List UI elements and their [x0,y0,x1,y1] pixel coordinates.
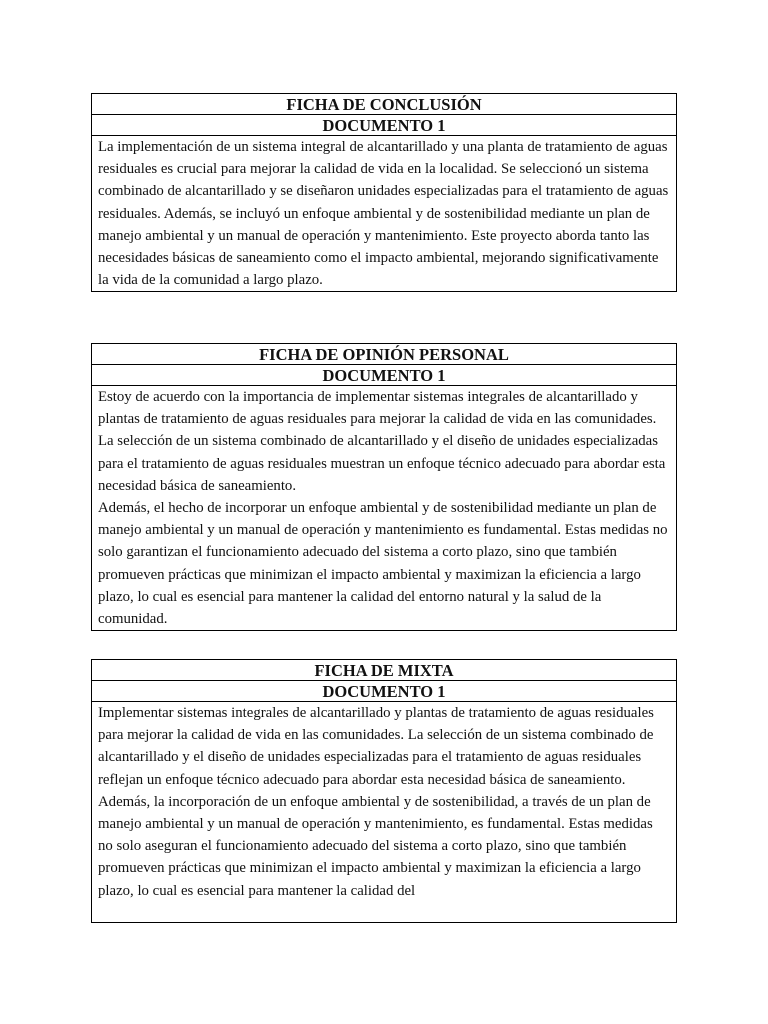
ficha-conclusion-body [92,136,676,291]
ficha-mixta [91,659,677,923]
ficha-mixta-document-label: DOCUMENTO 1 [92,681,676,702]
ficha-opinion-paragraph: Además, el hecho de incorporar un enfoque ambiental y de sostenibilidad mediante un plan de manejo ambiental y un manual de operación y mantenimiento es fundamental. Estas medidas no solo garantizan el funcionamiento adecuado del sistema a corto plazo, sino que también promueven prácticas que minimizan el impacto ambiental y maximizan la eficiencia a largo plazo, lo cual es esencial para mantener la calidad del entorno natural y la salud de la comunidad. [98,500,668,628]
ficha-opinion-title: FICHA DE OPINIÓN PERSONAL [92,344,676,365]
ficha-mixta-paragraph: Además, la incorporación de un enfoque ambiental y de sostenibilidad, a través de un plan de manejo ambiental y un manual de operación y mantenimiento, es fundamental. Estas medidas no solo aseguran el funcionamiento adecuado del sistema a corto plazo, sino que también promueven prácticas que minimizan el impacto ambiental y maximizan la eficiencia a largo plazo, lo cual es esencial para mantener la calidad del [98,793,653,899]
ficha-opinion-document-label: DOCUMENTO 1 [92,365,676,386]
ficha-conclusion [91,93,677,292]
ficha-opinion-personal [91,343,677,631]
ficha-mixta-body [92,702,676,902]
ficha-mixta-paragraph: Implementar sistemas integrales de alcantarillado y plantas de tratamiento de aguas residuales para mejorar la calidad de vida en las comunidades. La selección de un sistema combinado de alcantarillado y el diseño de unidades especializadas para el tratamiento de aguas residuales reflejan un enfoque técnico adecuado para abordar esta necesidad básica de saneamiento. [98,705,654,788]
ficha-opinion-body [92,386,676,630]
ficha-conclusion-paragraph: La implementación de un sistema integral de alcantarillado y una planta de tratamiento de aguas residuales es crucial para mejorar la calidad de vida en la localidad. Se seleccionó un sistema combinado de alcantarillado y se diseñaron unidades especializadas para el tratamiento de aguas residuales. Además, se incluyó un enfoque ambiental y de sostenibilidad mediante un plan de manejo ambiental y un manual de operación y mantenimiento. Este proyecto aborda tanto las necesidades básicas de saneamiento como el impacto ambiental, mejorando significativamente la vida de la comunidad a largo plazo. [98,139,669,289]
ficha-conclusion-title: FICHA DE CONCLUSIÓN [92,94,676,115]
ficha-opinion-paragraph: Estoy de acuerdo con la importancia de implementar sistemas integrales de alcantarillado y plantas de tratamiento de aguas residuales para mejorar la calidad de vida en las comunidades. La selección de un sistema combinado de alcantarillado y el diseño de unidades especializadas para el tratamiento de aguas residuales muestran un enfoque técnico adecuado para abordar esta necesidad básica de saneamiento. [98,389,666,494]
ficha-conclusion-document-label: DOCUMENTO 1 [92,115,676,136]
ficha-mixta-title: FICHA DE MIXTA [92,660,676,681]
